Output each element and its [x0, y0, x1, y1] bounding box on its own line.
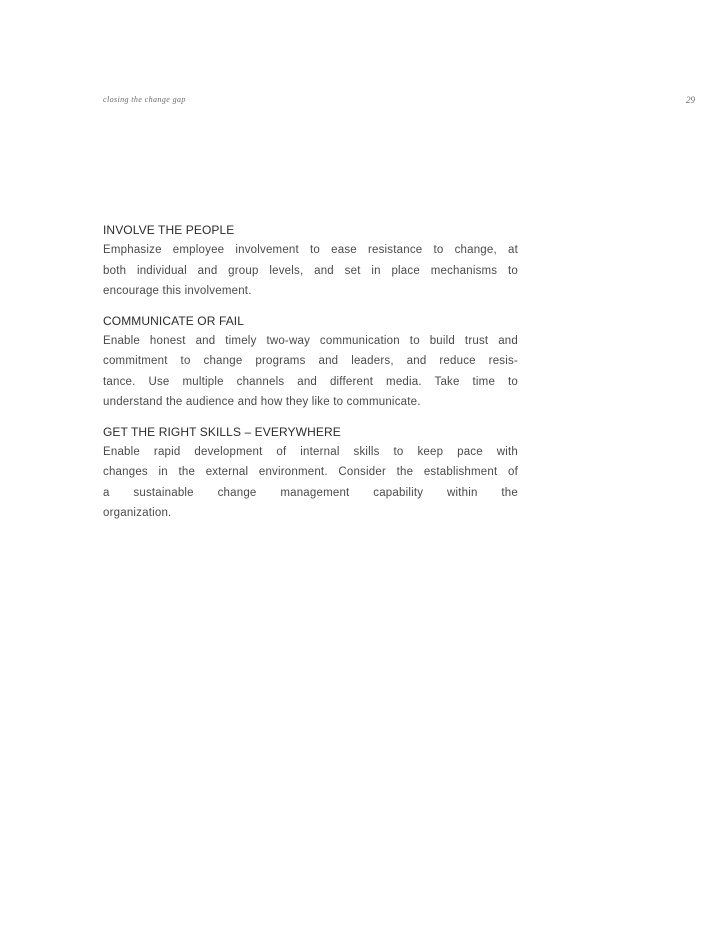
- section-body: [103, 442, 518, 524]
- body-line: both individual and group levels, and set in place mechanisms to: [103, 264, 518, 277]
- body-line: understand the audience and how they like to communicate.: [103, 396, 421, 408]
- section-heading: GET THE RIGHT SKILLS – EVERYWHERE: [103, 424, 341, 439]
- body-line: organization.: [103, 507, 172, 519]
- body-line: Emphasize employee involvement to ease resistance to change, at: [103, 244, 518, 256]
- section-communicate-or-fail: [103, 313, 518, 413]
- section-body: [103, 240, 518, 302]
- page-number: 29: [686, 95, 695, 105]
- body-line: Enable honest and timely two-way communication to build trust and: [103, 334, 518, 347]
- body-line: commitment to change programs and leaders, and reduce resis-: [103, 355, 518, 367]
- body-line: a sustainable change management capability within the: [103, 486, 518, 499]
- section-body: [103, 331, 518, 413]
- section-heading: INVOLVE THE PEOPLE: [103, 223, 235, 237]
- body-line: tance. Use multiple channels and different media. Take time to: [103, 375, 518, 388]
- section-heading: COMMUNICATE OR FAIL: [103, 313, 245, 328]
- body-line: changes in the external environment. Consider the establishment of: [103, 466, 518, 478]
- body-line: Enable rapid development of internal skills to keep pace with: [103, 445, 518, 458]
- running-head: closing the change gap: [103, 95, 186, 104]
- main-content: [103, 222, 518, 535]
- section-involve-the-people: [103, 222, 518, 302]
- body-line: encourage this involvement.: [103, 285, 252, 297]
- section-get-the-right-skills: [103, 424, 518, 524]
